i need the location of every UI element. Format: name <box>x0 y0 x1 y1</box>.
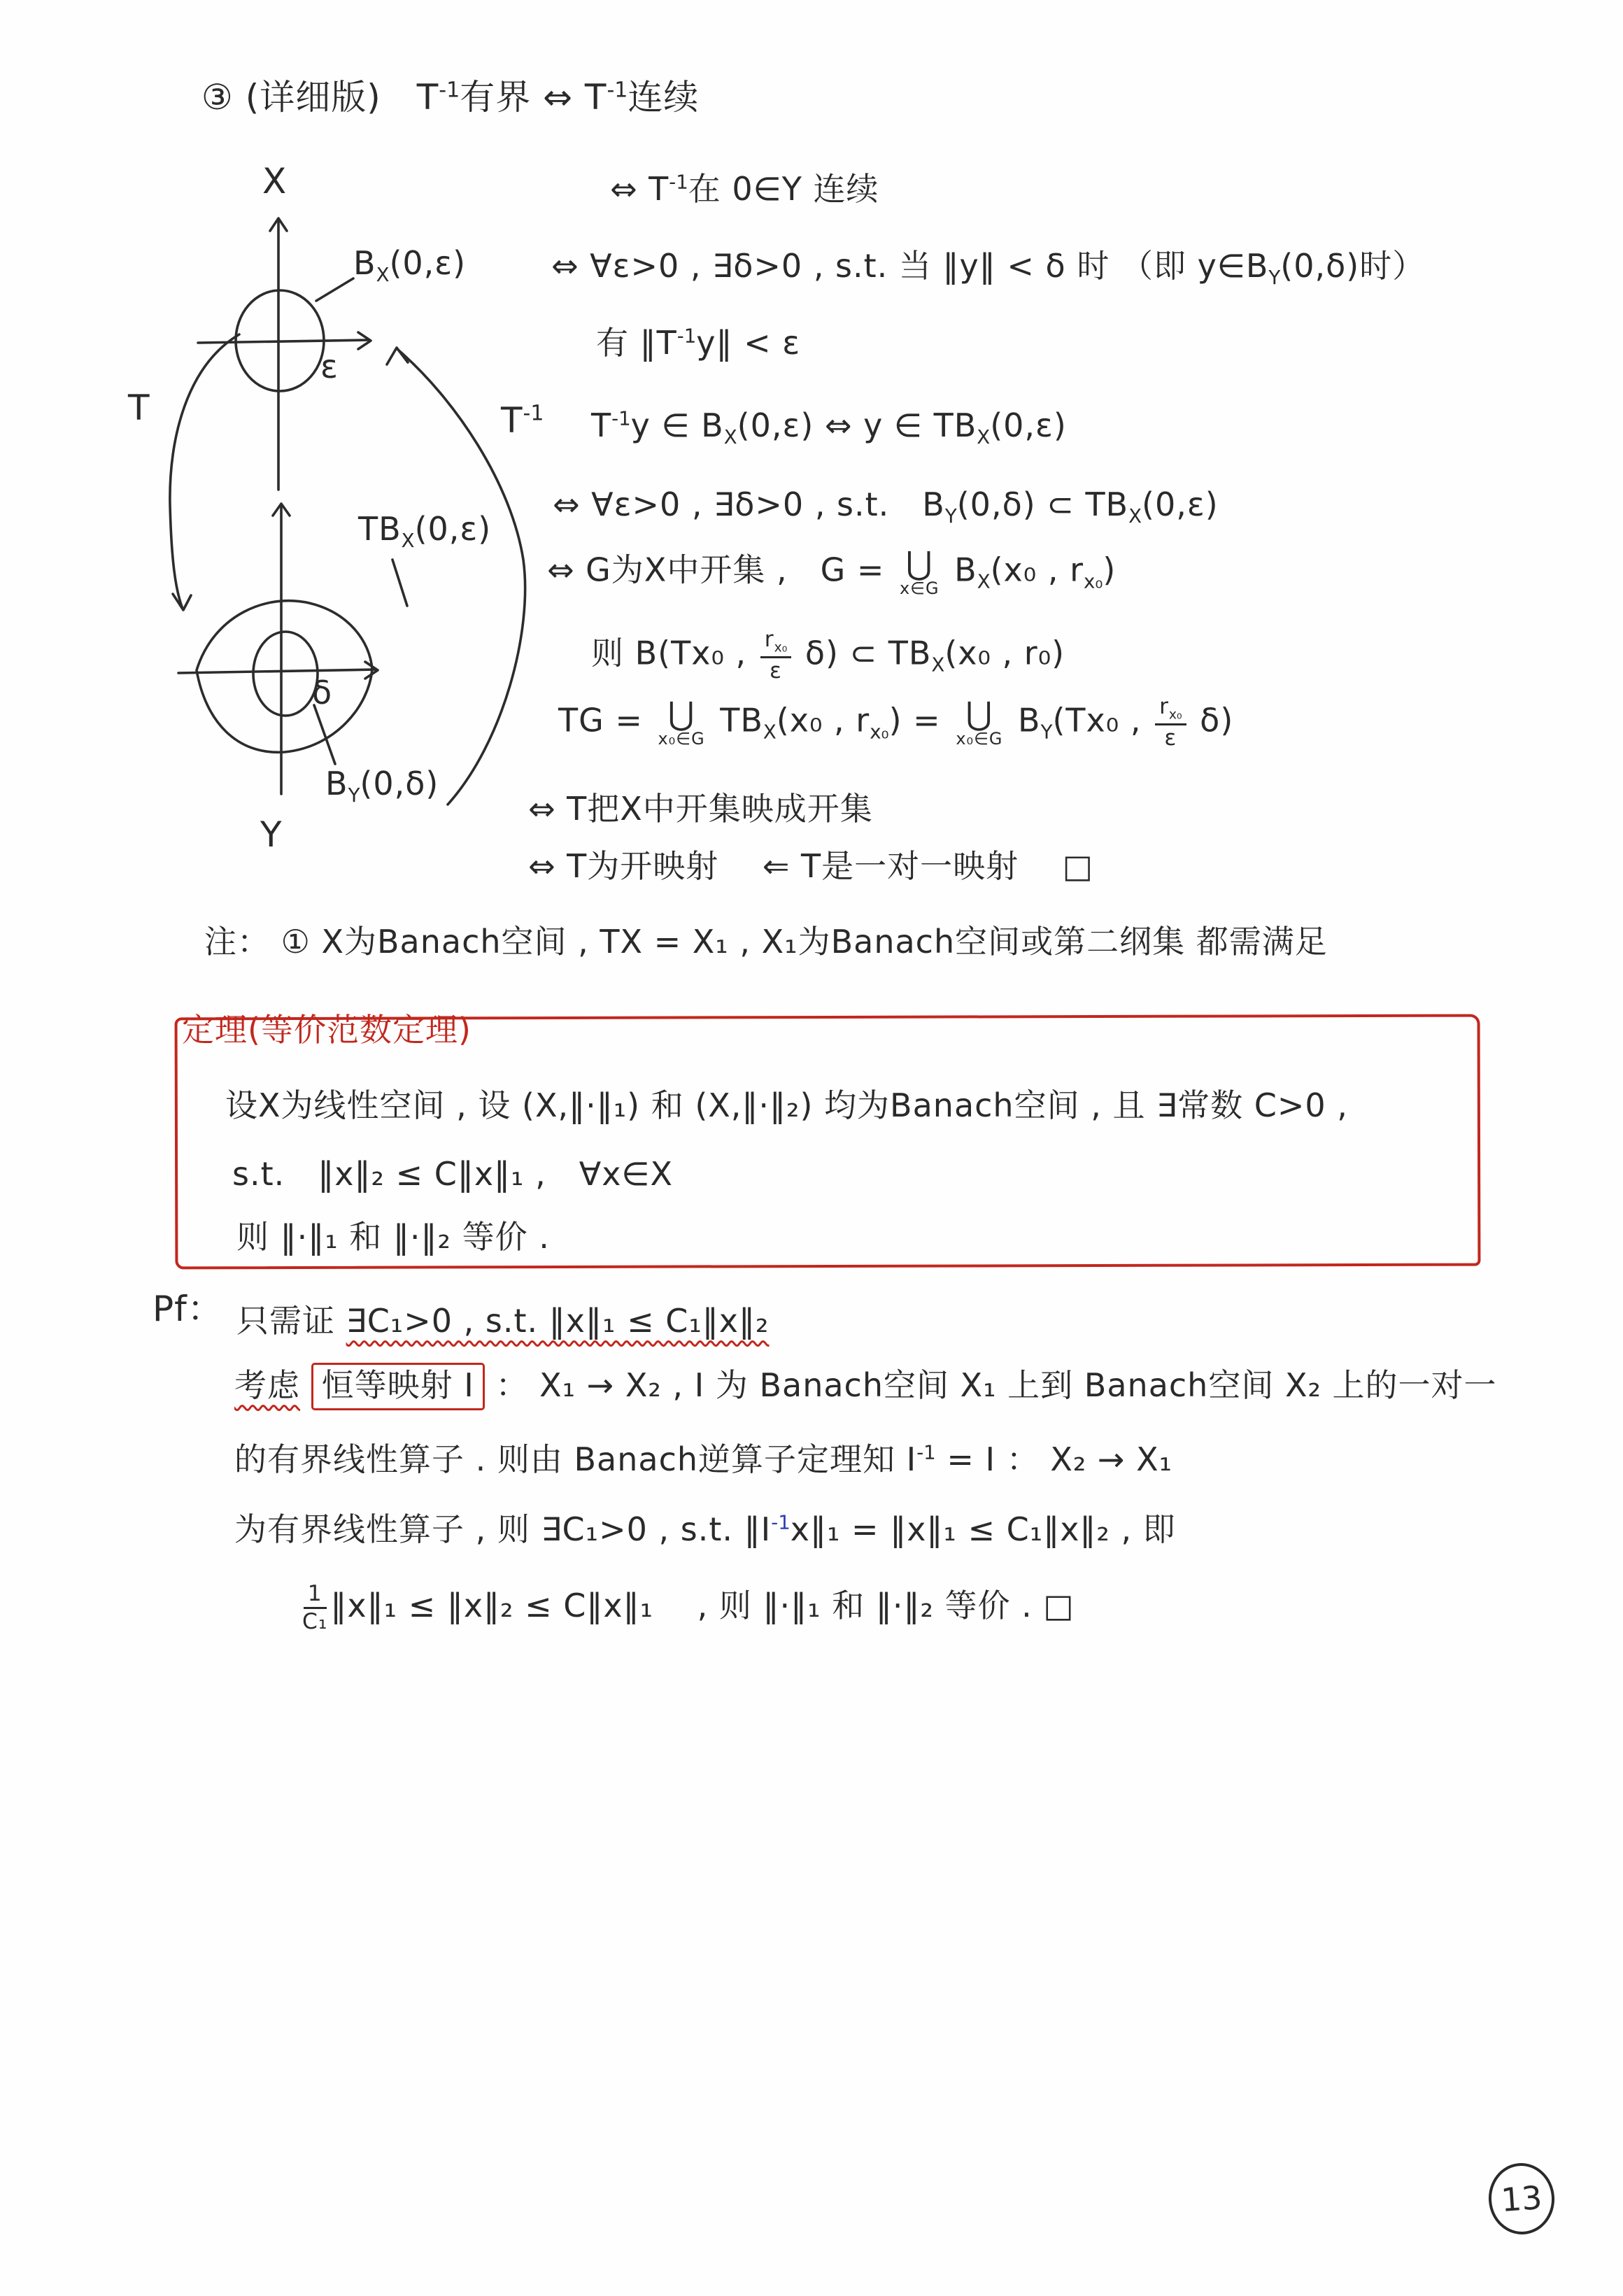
proof-line-5: $\frac{1}{\text{C₁}}$ ‖x‖₁ ≤ ‖x‖₂ ≤ C‖x‖₁ , 则 ‖·‖₁ 和 ‖·‖₂ 等价 . □ <box>302 1581 1075 1634</box>
space-x-label: X <box>262 161 288 201</box>
derivation-line-6: ⇔ G为X中开集 , G = ⋃ x∈G $B_X(x_0$ , $r_{x_0}$) <box>547 544 1117 598</box>
image-ball-label: $TB_X(0,\varepsilon)$ <box>358 510 492 553</box>
image-ball-leader <box>392 560 407 606</box>
theorem-line-3: 则 ‖·‖₁ 和 ‖·‖₂ 等价 . <box>236 1218 550 1256</box>
derivation-line-5: ⇔ ∀ε>0 , ∃δ>0 , s.t. $B_Y(0,\delta)$ ⊂ $TB_X(0,\varepsilon)$ <box>553 486 1219 528</box>
derivation-line-1: ⇔ $T^{-1}$在 0∈Y 连续 <box>610 170 879 208</box>
page-title: ③ (详细版) $T^{-1}$有界 ⇔ $T^{-1}$连续 <box>201 77 700 118</box>
remark-line: 注： ① X为Banach空间 , TX = X₁ , X₁为Banach空间或第二纲集 都需满足 <box>204 923 1328 961</box>
ball-y-circle <box>253 632 318 716</box>
theorem-line-1: 设X为线性空间 , 设 (X,‖·‖₁) 和 (X,‖·‖₂) 均为Banach空间 , 且 ∃常数 C>0 , <box>225 1086 1348 1124</box>
derivation-line-10: ⇔ T为开映射 ⇐ T是一对一映射 □ <box>528 847 1094 885</box>
derivation-line-7: 则 B(Tx₀ , $\frac{r_{x_0}}{\varepsilon}$ δ) ⊂ $TB_X(x_0$ , r₀) <box>591 627 1065 683</box>
derivation-line-9: ⇔ T把X中开集映成开集 <box>528 790 873 828</box>
epsilon-label: ε <box>320 348 339 385</box>
derivation-line-4: $T^{-1}y$ ∈ $B_X(0,\varepsilon)$ ⇔ y ∈ $TB_X(0,\varepsilon)$ <box>591 406 1067 449</box>
proof-line-1: 只需证 ∃C₁>0 , s.t. ‖x‖₁ ≤ C₁‖x‖₂ <box>236 1302 770 1340</box>
map-T-arrow <box>170 334 239 610</box>
upper-axes <box>198 218 371 490</box>
lower-axes <box>178 504 378 794</box>
page-number-badge <box>1487 2161 1557 2237</box>
derivation-line-8: TG = ⋃ x₀∈G $TB_X(x_0$ , $r_{x_0}$) = ⋃ x₀∈G $B_Y(Tx_0$ , $\frac{r_{x_0}}{\varepsilon}$ δ) <box>558 694 1234 751</box>
proof-line-3: 的有界线性算子 . 则由 Banach逆算子定理知 $I^{-1} = I$ ： X₂ → X₁ <box>234 1440 1173 1478</box>
page-number: 13 <box>1499 2178 1544 2219</box>
map-t-inverse-label: $T^{-1}$ <box>501 400 544 441</box>
ball-y-label: $B_Y(0,\delta)$ <box>325 765 439 807</box>
theorem-line-2: s.t. ‖x‖₂ ≤ C‖x‖₁ , ∀x∈X <box>232 1155 673 1193</box>
theorem-title: 定理(等价范数定理) <box>182 1011 472 1049</box>
derivation-line-3: 有 $‖T^{-1}y‖ < \varepsilon$ <box>596 324 801 362</box>
proof-line-2: 考虑 恒等映射 I ： X₁ → X₂ , I 为 Banach空间 X₁ 上到 Banach空间 X₂ 上的一对一 <box>234 1366 1497 1406</box>
delta-label: δ <box>312 674 333 711</box>
ball-x-label: $B_X(0,\varepsilon)$ <box>353 244 467 287</box>
proof-label: Pf： <box>153 1289 223 1329</box>
space-y-label: Y <box>260 814 283 855</box>
derivation-line-2: ⇔ ∀ε>0 , ∃δ>0 , s.t. 当 ‖y‖ < δ 时 （即 $y\in B_Y(0,\delta)$时） <box>551 247 1426 290</box>
map-t-label: T <box>128 388 150 428</box>
ball-x-leader <box>316 278 353 301</box>
image-set-blob <box>197 601 372 753</box>
proof-line-4: 为有界线性算子 , 则 ∃C₁>0 , s.t. $‖I^{-1}x‖_1$ = ‖x‖₁ ≤ C₁‖x‖₂ , 即 <box>234 1510 1176 1548</box>
